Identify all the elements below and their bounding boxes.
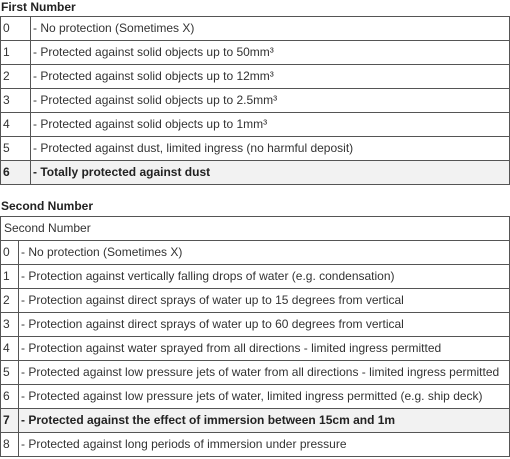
rating-number-cell: 3	[1, 89, 31, 113]
rating-number-cell: 7	[1, 409, 19, 433]
table-row	[1, 361, 510, 385]
table-header-row	[1, 217, 510, 241]
table-header-cell: Second Number	[1, 217, 510, 241]
rating-description-cell: - Protected against long periods of immersion under pressure	[19, 433, 510, 457]
table-row	[1, 241, 510, 265]
rating-description-cell: - Protected against solid objects up to 12mm³	[31, 65, 510, 89]
table-row	[1, 41, 510, 65]
rating-number-cell: 2	[1, 289, 19, 313]
rating-number-cell: 6	[1, 385, 19, 409]
rating-number-cell: 0	[1, 241, 19, 265]
rating-number-cell: 8	[1, 433, 19, 457]
rating-description-cell: - Protected against low pressure jets of water, limited ingress permitted (e.g. ship deck)	[19, 385, 510, 409]
rating-description-cell: - Totally protected against dust	[31, 161, 510, 185]
table-row	[1, 89, 510, 113]
rating-number-cell: 5	[1, 361, 19, 385]
table-row	[1, 409, 510, 433]
rating-description-cell: - No protection (Sometimes X)	[19, 241, 510, 265]
first-number-title: First Number	[1, 0, 76, 14]
table-row	[1, 161, 510, 185]
rating-number-cell: 4	[1, 113, 31, 137]
table-row	[1, 289, 510, 313]
rating-number-cell: 1	[1, 265, 19, 289]
rating-description-cell: - Protection against vertically falling drops of water (e.g. condensation)	[19, 265, 510, 289]
rating-description-cell: - Protected against low pressure jets of water from all directions - limited ingress permitted	[19, 361, 510, 385]
rating-description-cell: - No protection (Sometimes X)	[31, 17, 510, 41]
rating-number-cell: 0	[1, 17, 31, 41]
rating-description-cell: - Protected against solid objects up to 50mm³	[31, 41, 510, 65]
rating-number-cell: 5	[1, 137, 31, 161]
table-row	[1, 17, 510, 41]
rating-description-cell: - Protection against direct sprays of water up to 60 degrees from vertical	[19, 313, 510, 337]
table-row	[1, 65, 510, 89]
rating-number-cell: 1	[1, 41, 31, 65]
table-row	[1, 113, 510, 137]
first-number-table-body	[1, 17, 510, 185]
table-row	[1, 433, 510, 457]
first-number-table	[0, 16, 510, 185]
second-number-table-body	[1, 217, 510, 457]
table-row	[1, 313, 510, 337]
rating-description-cell: - Protected against solid objects up to 2.5mm³	[31, 89, 510, 113]
second-number-table	[0, 216, 510, 457]
table-row	[1, 265, 510, 289]
table-row	[1, 385, 510, 409]
table-row	[1, 137, 510, 161]
rating-description-cell: - Protection against direct sprays of water up to 15 degrees from vertical	[19, 289, 510, 313]
table-row	[1, 337, 510, 361]
second-number-title: Second Number	[1, 199, 94, 213]
rating-description-cell: - Protection against water sprayed from all directions - limited ingress permitted	[19, 337, 510, 361]
rating-description-cell: - Protected against dust, limited ingress (no harmful deposit)	[31, 137, 510, 161]
rating-number-cell: 3	[1, 313, 19, 337]
rating-description-cell: - Protected against the effect of immersion between 15cm and 1m	[19, 409, 510, 433]
rating-number-cell: 2	[1, 65, 31, 89]
rating-number-cell: 6	[1, 161, 31, 185]
rating-description-cell: - Protected against solid objects up to 1mm³	[31, 113, 510, 137]
rating-number-cell: 4	[1, 337, 19, 361]
